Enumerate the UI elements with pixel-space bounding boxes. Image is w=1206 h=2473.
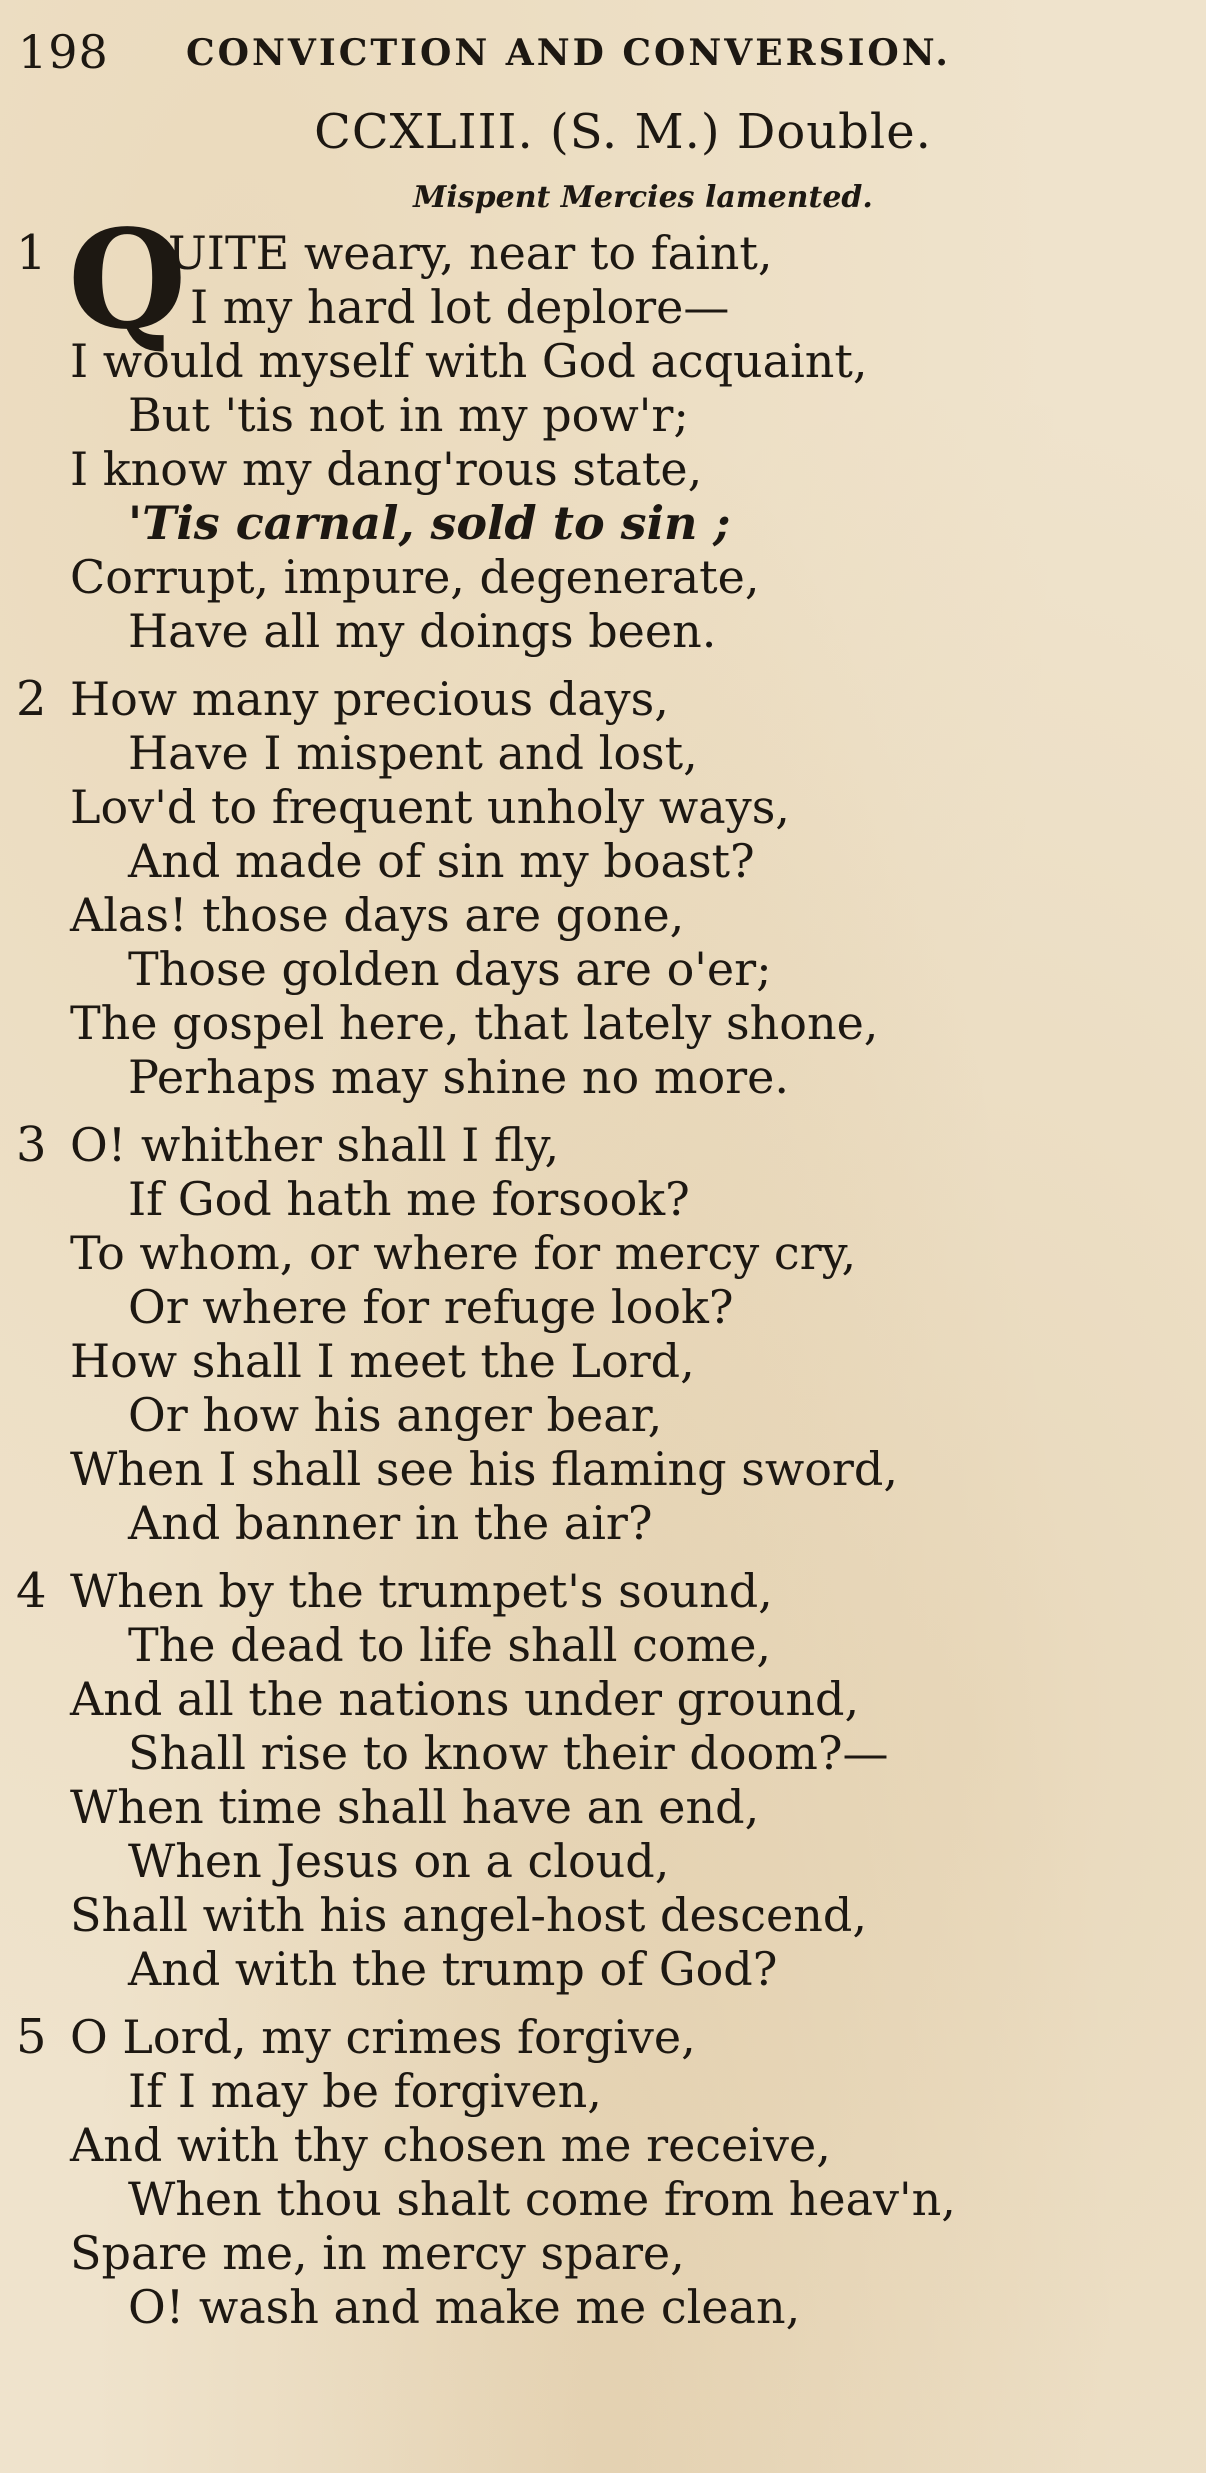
verse-line: And made of sin my boast? [128, 834, 755, 888]
verse-line: When by the trumpet's sound, [70, 1564, 773, 1618]
verse-line: How shall I meet the Lord, [70, 1334, 695, 1388]
verse-line: Spare me, in mercy spare, [70, 2226, 685, 2280]
verse-line: Alas! those days are gone, [70, 888, 685, 942]
verse-line: When time shall have an end, [70, 1780, 760, 1834]
verse-line: If I may be forgiven, [128, 2064, 602, 2118]
verse-line: Lov'd to frequent unholy ways, [70, 780, 790, 834]
verse-line: O! whither shall I fly, [70, 1118, 560, 1172]
verse-line: Have I mispent and lost, [128, 726, 698, 780]
stanza-number: 2 [16, 671, 47, 727]
verse-line: Corrupt, impure, degenerate, [70, 550, 760, 604]
verse-line: Shall rise to know their doom?— [128, 1726, 889, 1780]
running-title: CONVICTION AND CONVERSION. [186, 32, 951, 74]
verse-line: O! wash and make me clean, [128, 2280, 801, 2334]
verse-line: The gospel here, that lately shone, [70, 996, 879, 1050]
stanza-number: 1 [16, 225, 47, 281]
verse-line: And banner in the air? [128, 1496, 653, 1550]
verse-line: 'Tis carnal, sold to sin ; [128, 496, 731, 550]
page-number: 198 [18, 25, 109, 79]
verse-line: How many precious days, [70, 672, 669, 726]
hymn-subtitle: Mispent Mercies lamented. [413, 180, 873, 215]
running-head [18, 22, 1188, 82]
verse-line: When I shall see his flaming sword, [70, 1442, 898, 1496]
stanza-number: 3 [16, 1117, 47, 1173]
verse-line: And all the nations under ground, [70, 1672, 860, 1726]
verse-line: Shall with his angel-host descend, [70, 1888, 867, 1942]
verse-line: Those golden days are o'er; [128, 942, 772, 996]
verse-line: O Lord, my crimes forgive, [70, 2010, 696, 2064]
verse-line: To whom, or where for mercy cry, [70, 1226, 857, 1280]
verse-line: Have all my doings been. [128, 604, 717, 658]
drop-cap: Q [68, 200, 187, 360]
stanza-number: 5 [16, 2009, 47, 2065]
verse-line: But 'tis not in my pow'r; [128, 388, 689, 442]
verse-line: I my hard lot deplore— [190, 280, 730, 334]
hymn-title: CCXLIII. (S. M.) Double. [314, 104, 932, 160]
verse-line: And with the trump of God? [128, 1942, 778, 1996]
verse-line: I would myself with God acquaint, [70, 334, 868, 388]
verse-line: If God hath me forsook? [128, 1172, 690, 1226]
verse-line: Or where for refuge look? [128, 1280, 734, 1334]
verse-line: I know my dang'rous state, [70, 442, 703, 496]
verse-line: And with thy chosen me receive, [70, 2118, 831, 2172]
verse-line: When Jesus on a cloud, [128, 1834, 670, 1888]
stanza-number: 4 [16, 1563, 47, 1619]
verse-line: When thou shalt come from heav'n, [128, 2172, 956, 2226]
verse-line: UITE weary, near to faint, [168, 226, 773, 280]
verse-line: Perhaps may shine no more. [128, 1050, 789, 1104]
verse-line: Or how his anger bear, [128, 1388, 663, 1442]
verse-line: The dead to life shall come, [128, 1618, 772, 1672]
